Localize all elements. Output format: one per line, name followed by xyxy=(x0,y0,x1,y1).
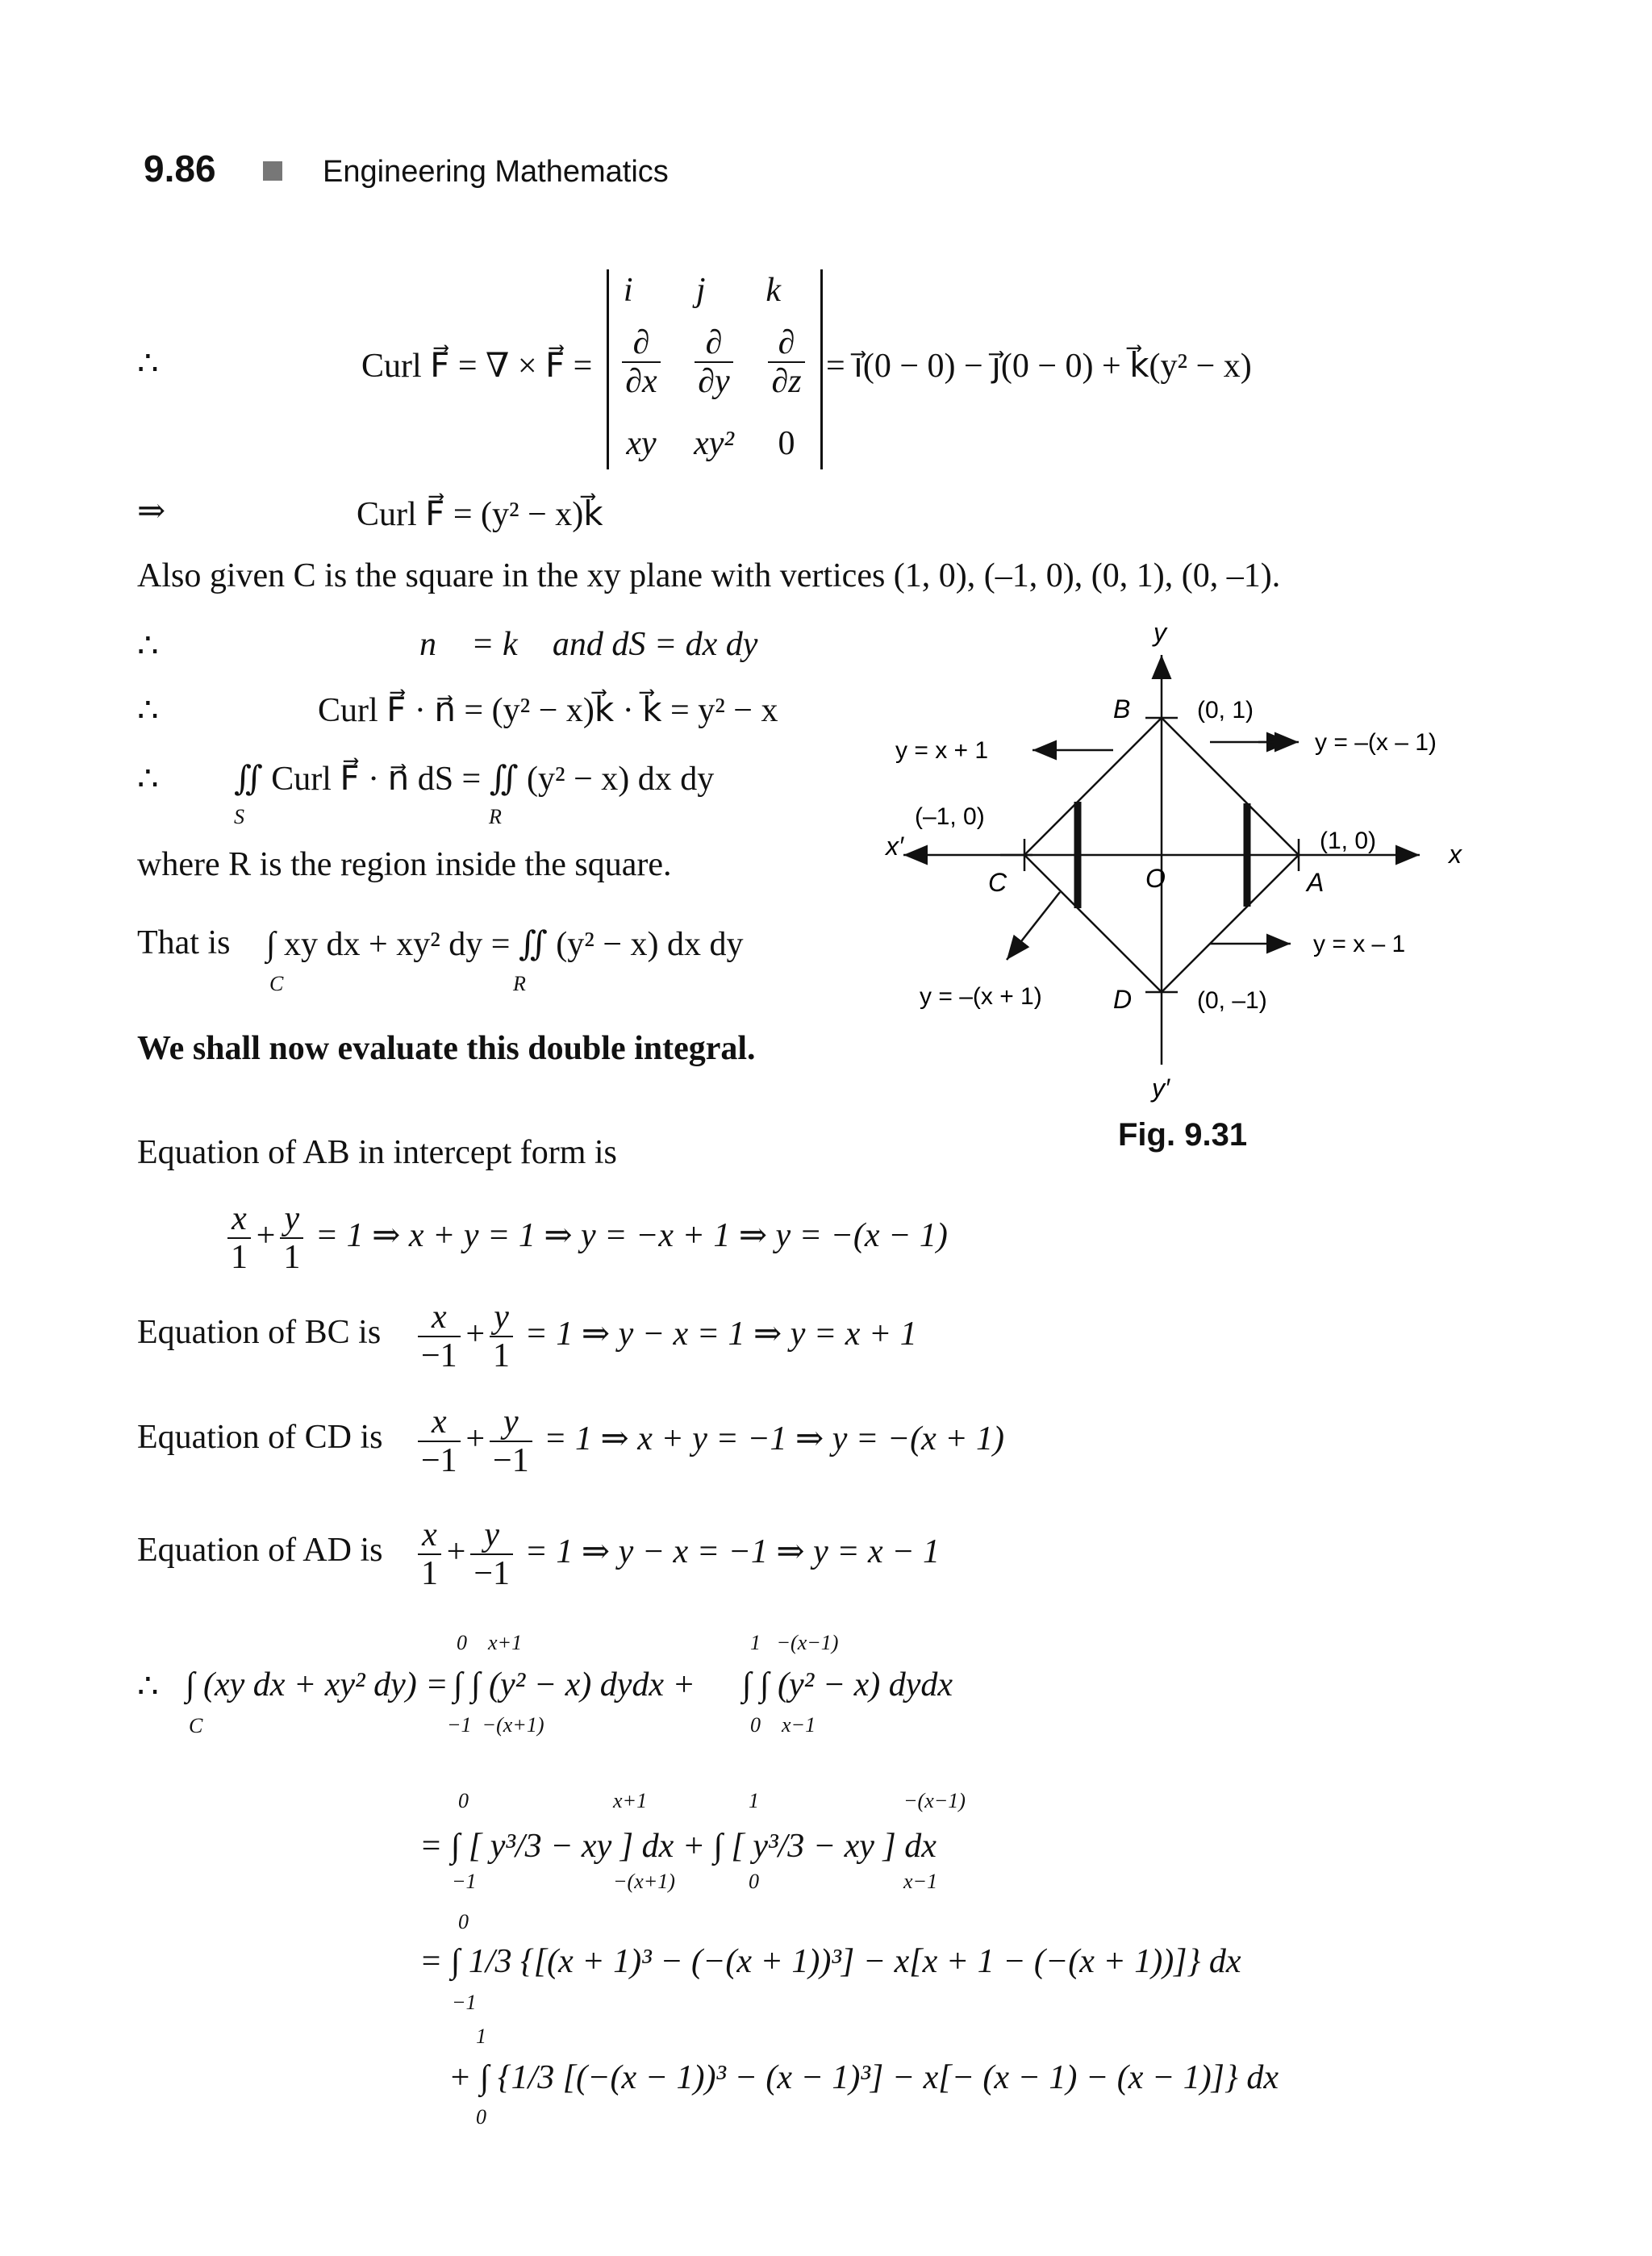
label-line-CD: y = –(x + 1) xyxy=(920,983,1042,1010)
subscript-C: C xyxy=(189,1714,203,1737)
header-square-icon xyxy=(263,161,282,181)
limits-bottom: 0 x−1 xyxy=(750,1713,816,1737)
region-text: where R is the region inside the square. xyxy=(137,846,672,883)
step2-integral: = ∫ [ y³/3 − xy ] dx + ∫ [ y³/3 − xy ] dx xyxy=(419,1828,937,1865)
bracket-bottom: x−1 xyxy=(903,1870,938,1893)
bracket-bottom: −(x+1) xyxy=(613,1870,675,1893)
label-pt-D: (0, –1) xyxy=(1197,987,1267,1014)
bc-equation: $\frac{x}{-1}$ + $\frac{y}{1}$ = 1 ⇒ y − x = 1 ⇒ y = x + 1 xyxy=(415,1299,917,1374)
label-A: A xyxy=(1307,868,1325,897)
label-line-AD: y = x – 1 xyxy=(1313,931,1406,957)
surface-integral-eq: ∬ Curl F⃗ · n⃗ dS = ∬ (y² − x) dx dy xyxy=(234,761,715,798)
step3-integral: = ∫ 1/3 {[(x + 1)³ − (−(x + 1))³] − x[x + 1 − (−(x + 1))]} dx xyxy=(419,1943,1241,1980)
bracket-top: −(x−1) xyxy=(903,1789,966,1812)
limits-top: 0 x+1 xyxy=(457,1631,523,1654)
subscript-S: S xyxy=(234,805,244,828)
label-x-prime: x′ xyxy=(886,832,903,861)
figure-square-region xyxy=(871,613,1484,1113)
figure-caption: Fig. 9.31 xyxy=(1118,1117,1248,1153)
limit-bottom: 0 xyxy=(476,2105,486,2129)
limit-top: 0 xyxy=(458,1789,469,1812)
integral-term-1: ∫ ∫ (y² − x) dydx + xyxy=(453,1666,695,1703)
det-i: i⃗ xyxy=(623,272,660,309)
therefore-symbol: ∴ xyxy=(137,345,159,382)
det-xy: xy xyxy=(626,425,657,462)
ad-label: Equation of AD is xyxy=(137,1532,383,1569)
curl-result: Curl F⃗ = (y² − x)k⃗ xyxy=(357,496,603,533)
det-j: j⃗ xyxy=(695,272,732,309)
limit-top: 0 xyxy=(458,1910,469,1933)
det-k: k⃗ xyxy=(766,272,807,309)
label-x: x xyxy=(1449,840,1462,869)
det-xy2: xy² xyxy=(694,425,734,462)
limit-bottom: −1 xyxy=(452,1991,477,2014)
curl-lhs: Curl F⃗ = ∇ × F⃗ = xyxy=(361,348,593,385)
subscript-R: R xyxy=(489,805,502,828)
label-D: D xyxy=(1113,985,1133,1014)
label-pt-B: (0, 1) xyxy=(1197,697,1254,724)
given-text: Also given C is the square in the xy plane with vertices (1, 0), (–1, 0), (0, 1), (0, –1). xyxy=(137,557,1281,594)
integral-term-2: ∫ ∫ (y² − x) dydx xyxy=(742,1666,953,1703)
cd-label: Equation of CD is xyxy=(137,1419,383,1456)
limit-top: 1 xyxy=(476,2025,486,2048)
label-pt-C: (–1, 0) xyxy=(915,803,985,830)
label-y: y xyxy=(1153,618,1166,647)
step4-integral: + ∫ {1/3 [(−(x − 1))³ − (x − 1)³] − x[− (x − 1) − (x − 1)]} dx xyxy=(448,2059,1279,2096)
label-B: B xyxy=(1113,694,1131,724)
that-is-label: That is xyxy=(137,924,231,961)
curl-rhs: = i⃗(0 − 0) − j⃗(0 − 0) + k⃗(y² − x) xyxy=(826,348,1252,385)
line-integral-eq: ∫ xy dx + xy² dy = ∬ (y² − x) dx dy xyxy=(266,926,744,963)
therefore-symbol: ∴ xyxy=(137,692,159,729)
label-y-prime: y′ xyxy=(1152,1074,1170,1103)
det-zero: 0 xyxy=(778,425,795,462)
therefore-symbol: ∴ xyxy=(137,761,159,798)
limit-bottom: 0 xyxy=(749,1870,759,1893)
bracket-top: x+1 xyxy=(613,1789,648,1812)
subscript-C: C xyxy=(269,972,284,995)
ab-equation: $\frac{x}{1}$ + $\frac{y}{1}$ = 1 ⇒ x + y = 1 ⇒ y = −x + 1 ⇒ y = −(x − 1) xyxy=(224,1200,948,1276)
subscript-R: R xyxy=(513,972,526,995)
cd-equation: $\frac{x}{-1}$ + $\frac{y}{-1}$ = 1 ⇒ x + y = −1 ⇒ y = −(x + 1) xyxy=(415,1403,1004,1479)
label-O: O xyxy=(1145,864,1166,893)
determinant xyxy=(607,269,823,469)
implies-symbol: ⇒ xyxy=(137,493,166,530)
label-C: C xyxy=(988,868,1007,897)
final-lhs: ∫ (xy dx + xy² dy) = xyxy=(186,1666,448,1703)
det-partial-x: $\frac{\partial}{\partial x}$ xyxy=(609,324,674,400)
ad-equation: $\frac{x}{1}$ + $\frac{y}{-1}$ = 1 ⇒ y − x = −1 ⇒ y = x − 1 xyxy=(415,1516,940,1592)
therefore-symbol: ∴ xyxy=(137,1668,159,1705)
det-partial-y: $\frac{\partial}{\partial y}$ xyxy=(682,324,746,400)
label-pt-A: (1, 0) xyxy=(1320,828,1377,854)
det-partial-z: $\frac{\partial}{\partial z}$ xyxy=(754,324,819,400)
label-line-AB: y = –(x – 1) xyxy=(1315,729,1437,756)
therefore-symbol: ∴ xyxy=(137,628,159,665)
book-title: Engineering Mathematics xyxy=(323,155,669,189)
arrow-cd xyxy=(1007,892,1060,960)
limits-bottom: −1 −(x+1) xyxy=(447,1713,544,1737)
normal-vector-eq: n⃗ = k⃗ and dS = dx dy xyxy=(419,626,758,663)
page-number: 9.86 xyxy=(144,148,216,190)
limit-bottom: −1 xyxy=(452,1870,477,1893)
limit-top: 1 xyxy=(749,1789,759,1812)
bold-statement: We shall now evaluate this double integral. xyxy=(137,1030,756,1067)
bc-label: Equation of BC is xyxy=(137,1314,382,1351)
curl-dot-n-eq: Curl F⃗ · n⃗ = (y² − x)k⃗ · k⃗ = y² − x xyxy=(318,692,778,729)
label-line-BC: y = x + 1 xyxy=(895,737,989,764)
limits-top: 1 −(x−1) xyxy=(750,1631,839,1654)
ab-intro: Equation of AB in intercept form is xyxy=(137,1134,617,1171)
